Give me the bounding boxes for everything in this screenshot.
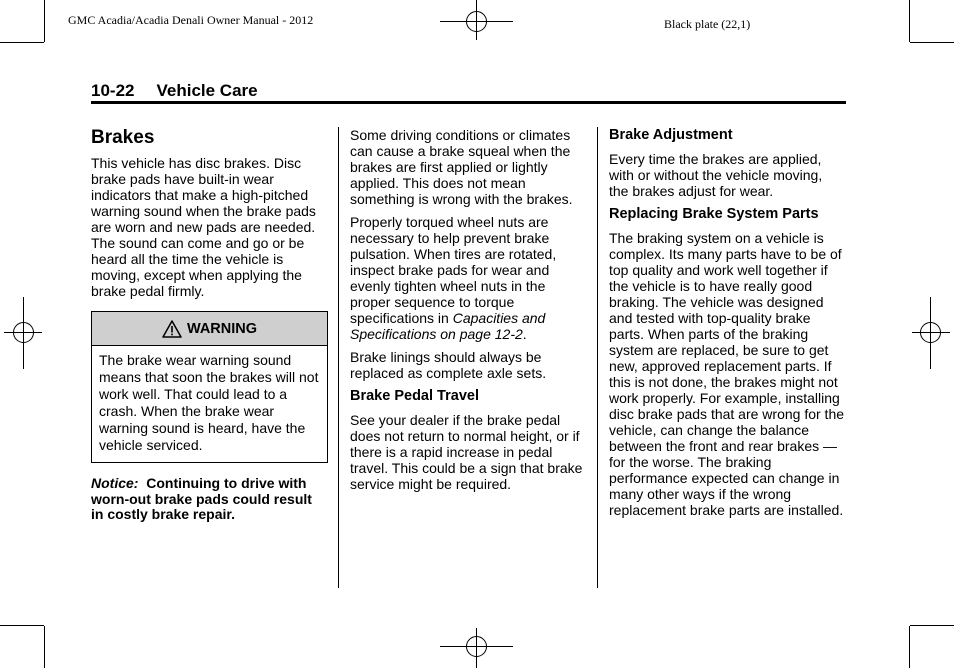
crop-mark <box>44 626 45 668</box>
warning-triangle-icon <box>162 320 182 338</box>
section-heading: Brakes <box>91 127 155 148</box>
body-paragraph <box>350 214 588 342</box>
column-divider <box>597 127 598 588</box>
body-paragraph: This vehicle has disc brakes. Disc brake pads have built-in wear indicators that make a high-pitched warning sound when the brake pads are worn and new pads are needed. The sound can come and go or be heard all the time the vehicle is moving, except when applying the brake pedal firmly. <box>91 155 316 299</box>
column-1 <box>91 127 328 523</box>
notice <box>91 476 328 523</box>
column-divider <box>338 127 339 588</box>
cross-reference: Capacities and Specifications on page 12-2 <box>350 310 546 342</box>
section-title: Vehicle Care <box>156 81 258 100</box>
subheading-replacing-parts: Replacing Brake System Parts <box>609 206 819 222</box>
warning-text: The brake wear warning sound means that soon the brakes will not work well. That could lead to a crash. When the brake wear warning sound is heard, have the vehicle serviced. <box>99 352 319 453</box>
subheading-brake-pedal-travel: Brake Pedal Travel <box>350 388 479 404</box>
body-paragraph: Every time the brakes are applied, with or without the vehicle moving, the brakes adjust for wear. <box>609 151 823 199</box>
running-head <box>91 81 258 101</box>
crop-mark <box>910 625 954 626</box>
crop-mark <box>909 626 910 668</box>
crop-mark <box>44 0 45 42</box>
subheading-brake-adjustment: Brake Adjustment <box>609 127 733 143</box>
crop-mark <box>910 42 954 43</box>
paragraph-text: . <box>522 326 527 342</box>
column-3 <box>609 127 845 525</box>
body-paragraph: Brake linings should always be replaced as complete axle sets. <box>350 349 547 381</box>
crop-mark <box>909 0 910 42</box>
crop-mark <box>0 625 44 626</box>
body-paragraph: The braking system on a vehicle is complex. Its many parts have to be of top quality and work well together if the vehicle is to have really good braking. The vehicle was designed and tested with top-quality brake parts. When parts of the braking system are replaced, be sure to get new, approved replacement parts. If this is not done, the brakes might not work properly. For example, installing disc brake pads that are wrong for the vehicle, can change the balance between the front and rear brakes — for the worse. The braking performance expected can change in many other ways if the wrong replacement brake parts are installed. <box>609 230 845 518</box>
page-number: 10-22 <box>91 81 135 100</box>
column-2 <box>350 127 588 499</box>
notice-label: Notice: <box>91 475 139 491</box>
paragraph-text: Properly torqued wheel nuts are necessary to help prevent brake pulsation. When tires are rotated, inspect brake pads for wear and evenly tighten wheel nuts in the proper sequence to torque specifications in <box>350 214 557 326</box>
warning-label: WARNING <box>186 320 258 337</box>
crop-mark <box>0 42 44 43</box>
warning-box <box>91 311 328 463</box>
header-rule <box>91 101 846 104</box>
body-paragraph: See your dealer if the brake pedal does not return to normal height, or if there is a rapid increase in pedal travel. This could be a sign that brake service might be required. <box>350 412 583 492</box>
notice-text: Continuing to drive with worn-out brake pads could result in costly brake repair. <box>91 475 312 522</box>
plate-label: Black plate (22,1) <box>664 17 751 31</box>
warning-header <box>92 312 327 346</box>
body-paragraph: Some driving conditions or climates can cause a brake squeal when the brakes are first applied or lightly applied. This does not mean something is wrong with the brakes. <box>350 127 573 207</box>
book-title: GMC Acadia/Acadia Denali Owner Manual - 2012 <box>68 13 314 27</box>
